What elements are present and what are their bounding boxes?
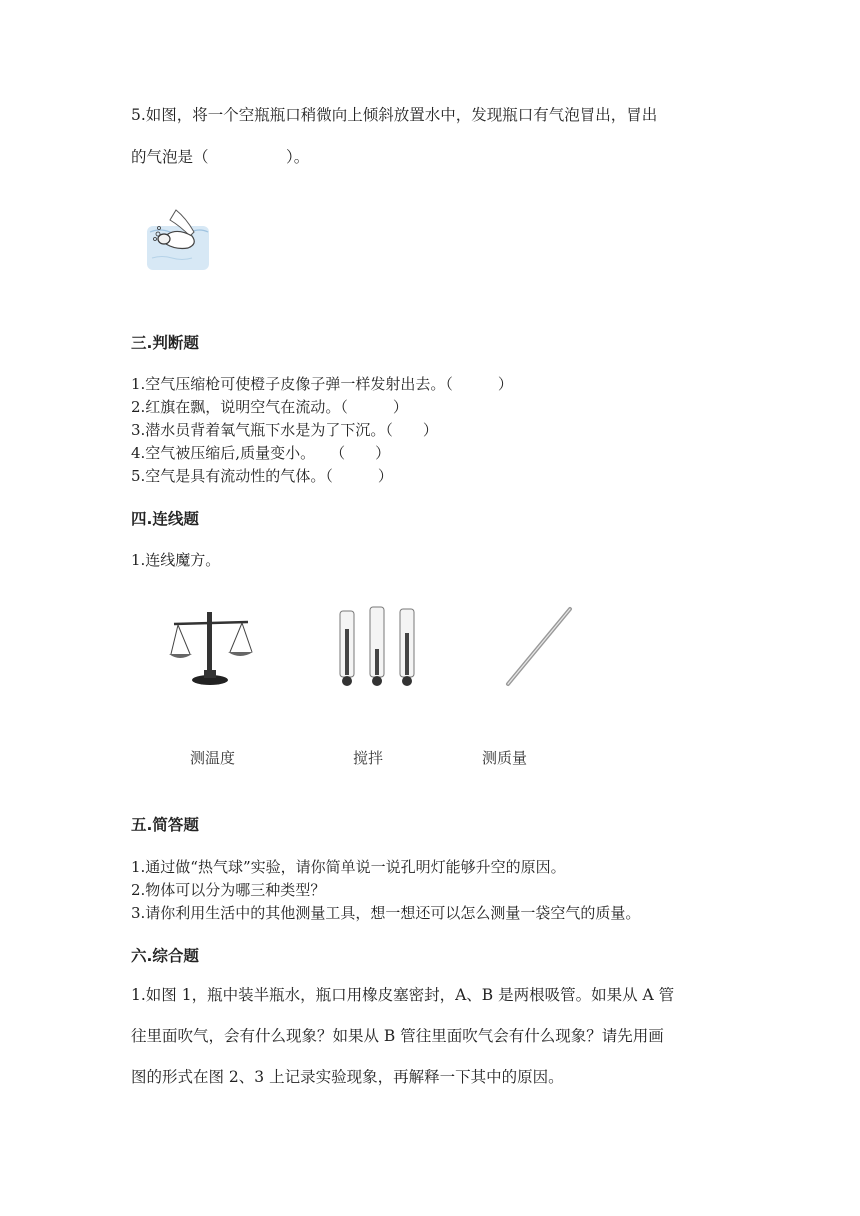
judge-item-1: 1.空气压缩枪可使橙子皮像子弹一样发射出去。（ ） (131, 375, 513, 393)
section-4-title: 四.连线题 (131, 510, 199, 528)
label-measure-temperature: 测温度 (190, 749, 236, 767)
short-answer-3: 3.请你利用生活中的其他测量工具，想一想还可以怎么测量一袋空气的质量。 (131, 904, 641, 922)
label-stir: 搅拌 (353, 749, 384, 767)
short-answer-1: 1.通过做“热气球”实验，请你简单说一说孔明灯能够升空的原因。 (131, 858, 566, 876)
label-measure-mass: 测质量 (482, 749, 528, 767)
judge-item-3: 3.潜水员背着氧气瓶下水是为了下沉。（ ） (131, 421, 438, 439)
balance-scale-figure (168, 610, 254, 688)
judge-item-5: 5.空气是具有流动性的气体。（ ） (131, 467, 393, 485)
judge-item-2: 2.红旗在飘，说明空气在流动。（ ） (131, 398, 408, 416)
section-3-title: 三.判断题 (131, 334, 199, 352)
thermometers-figure (334, 603, 420, 689)
comprehensive-line-2: 往里面吹气，会有什么现象？如果从 B 管往里面吹气会有什么现象？请先用画 (131, 1027, 664, 1045)
comprehensive-line-1: 1.如图 1，瓶中装半瓶水，瓶口用橡皮塞密封，A、B 是两根吸管。如果从 A 管 (131, 986, 675, 1004)
judge-item-4: 4.空气被压缩后,质量变小。 （ ） (131, 444, 391, 462)
comprehensive-line-3: 图的形式在图 2、3 上记录实验现象，再解释一下其中的原因。 (131, 1068, 564, 1086)
short-answer-2: 2.物体可以分为哪三种类型？ (131, 881, 326, 899)
q5-line-2: 的气泡是（ ）。 (131, 148, 310, 166)
matching-question: 1.连线魔方。 (131, 551, 221, 569)
section-5-title: 五.简答题 (131, 816, 199, 834)
section-6-title: 六.综合题 (131, 947, 199, 965)
bottle-in-water-figure (146, 208, 210, 270)
glass-rod-figure (504, 606, 574, 688)
q5-line-1: 5.如图，将一个空瓶瓶口稍微向上倾斜放置水中，发现瓶口有气泡冒出，冒出 (131, 106, 658, 124)
